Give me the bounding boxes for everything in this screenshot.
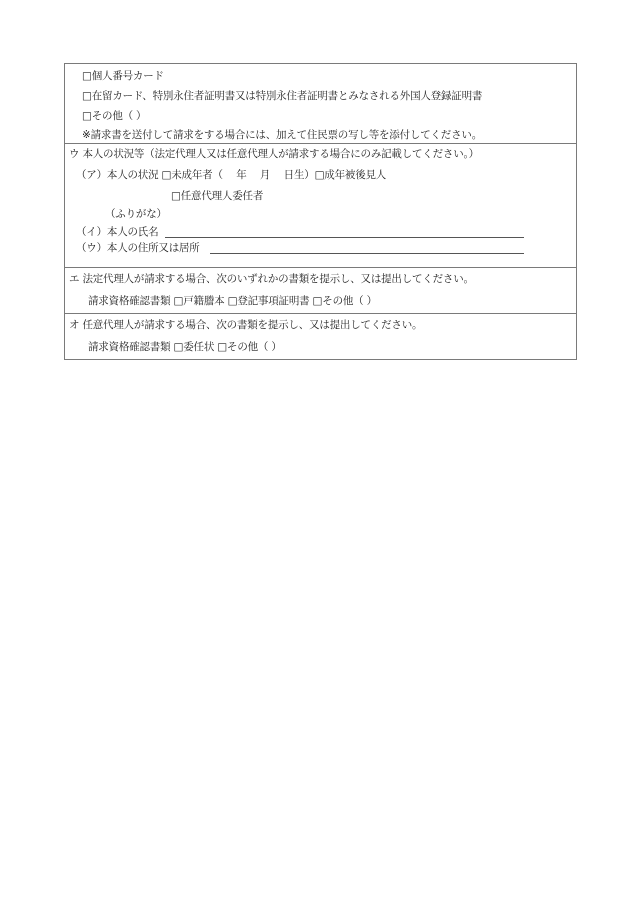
principal-status-options[interactable]: （ア）本人の状況 □未成年者（ 年 月 日生）□成年被後見人 [76,169,387,181]
legal-rep-documents-options[interactable]: 請求資格確認書類 □戸籍謄本 □登記事項証明書 □その他（ ） [88,295,377,307]
section-e-heading: エ 法定代理人が請求する場合、次のいずれかの書類を提示し、又は提出してください。 [69,273,474,285]
principal-name-label: （イ）本人の氏名 [76,226,159,238]
furigana-label: （ふりがな） [105,208,167,220]
checkbox-residence-card[interactable]: □在留カード、特別永住者証明書又は特別永住者証明書とみなされる外国人登録証明書 [82,90,483,102]
principal-status-section [65,143,576,268]
principal-address-field[interactable] [210,253,524,254]
id-documents-section [65,64,576,143]
form-frame [64,63,577,360]
voluntary-representative-section [65,313,576,360]
section-u-heading: ウ 本人の状況等（法定代理人又は任意代理人が請求する場合にのみ記載してください。） [69,148,479,160]
mail-request-note: ※請求書を送付して請求をする場合には、加えて住民票の写し等を添付してください。 [82,129,482,141]
checkbox-voluntary-principal[interactable]: □任意代理人委任者 [171,190,264,202]
principal-name-field[interactable] [165,237,524,238]
checkbox-other-id[interactable]: □その他（ ） [82,110,147,122]
section-o-heading: オ 任意代理人が請求する場合、次の書類を提示し、又は提出してください。 [69,319,423,331]
checkbox-my-number-card[interactable]: □個人番号カード [82,70,164,82]
principal-address-label: （ウ）本人の住所又は居所 [76,242,200,254]
voluntary-rep-documents-options[interactable]: 請求資格確認書類 □委任状 □その他（ ） [88,341,282,353]
legal-representative-section [65,267,576,314]
